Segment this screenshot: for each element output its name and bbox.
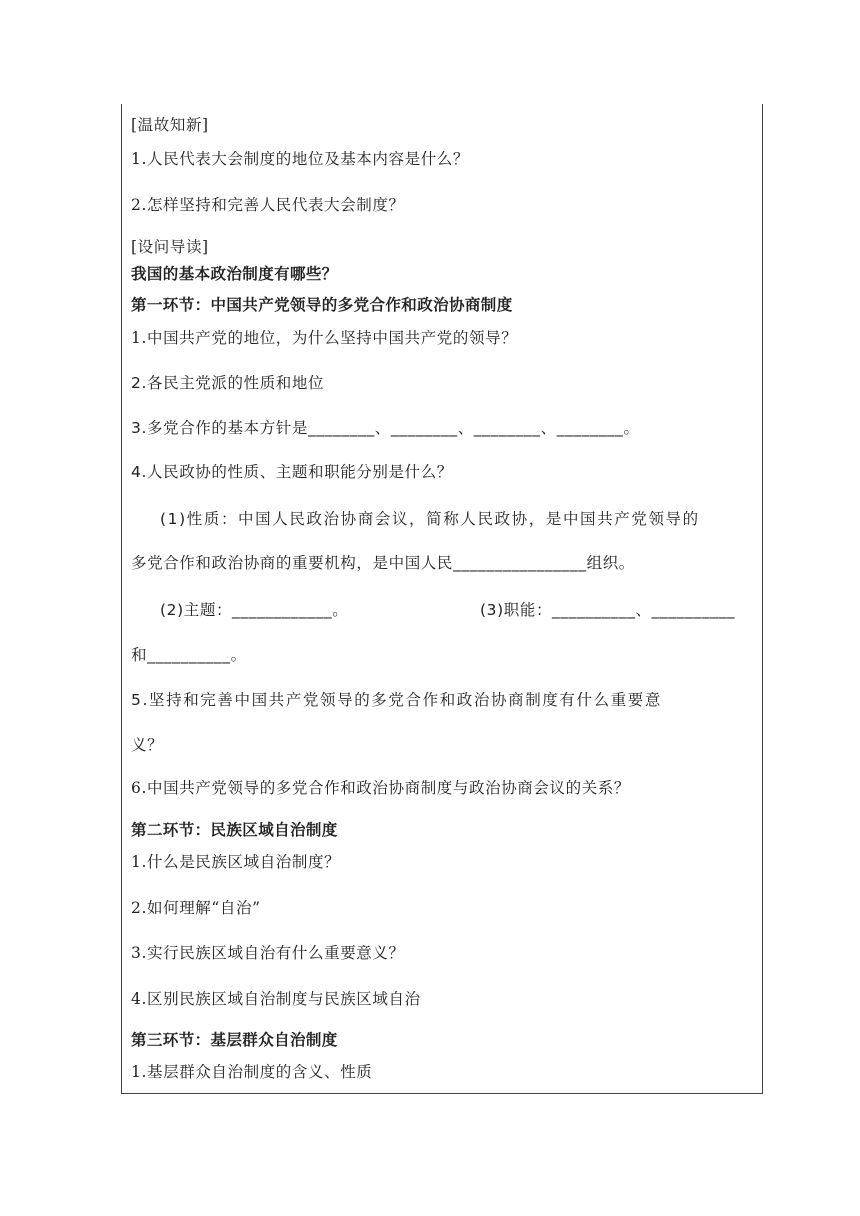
review-header: [温故知新]	[131, 116, 209, 134]
function-line: (3)职能：__________、__________	[480, 601, 736, 619]
review-question-2: 2.怎样坚持和完善人民代表大会制度？	[131, 196, 405, 214]
part-1-question-2: 2.各民主党派的性质和地位	[131, 374, 325, 392]
nature-line-2: 多党合作和政治协商的重要机构，是中国人民________________组织。	[131, 554, 635, 572]
theme-line: (2)主题：____________。	[160, 601, 349, 619]
part-2-question-4: 4.区别民族区域自治制度与民族区域自治	[131, 990, 421, 1008]
part-1-question-5-line-1: 5.坚持和完善中国共产党领导的多党合作和政治协商制度有什么重要意	[131, 691, 662, 709]
part-2-title: 第二环节：民族区域自治制度	[131, 821, 338, 839]
part-1-question-1: 1.中国共产党的地位，为什么坚持中国共产党的领导？	[131, 329, 518, 347]
part-2-question-2: 2.如何理解“自治”	[131, 899, 261, 917]
main-question: 我国的基本政治制度有哪些？	[131, 265, 338, 283]
part-3-question-1: 1.基层群众自治制度的含义、性质	[131, 1063, 373, 1081]
part-3-title: 第三环节：基层群众自治制度	[131, 1031, 338, 1049]
part-2-question-3: 3.实行民族区域自治有什么重要意义？	[131, 944, 405, 962]
part-1-question-4: 4.人民政协的性质、主题和职能分别是什么？	[131, 463, 453, 481]
part-1-question-3: 3.多党合作的基本方针是________、________、________、________。	[131, 419, 640, 437]
part-1-question-5-line-2: 义？	[131, 736, 164, 754]
guide-header: [设问导读]	[131, 238, 209, 256]
nature-line-1: (1)性质：中国人民政治协商会议，简称人民政协，是中国共产党领导的	[160, 510, 700, 528]
function-line-cont: 和__________。	[131, 646, 247, 664]
part-2-question-1: 1.什么是民族区域自治制度？	[131, 853, 341, 871]
part-1-title: 第一环节：中国共产党领导的多党合作和政治协商制度	[131, 296, 513, 314]
review-question-1: 1.人民代表大会制度的地位及基本内容是什么？	[131, 150, 469, 168]
part-1-question-6: 6.中国共产党领导的多党合作和政治协商制度与政治协商会议的关系？	[131, 779, 630, 797]
